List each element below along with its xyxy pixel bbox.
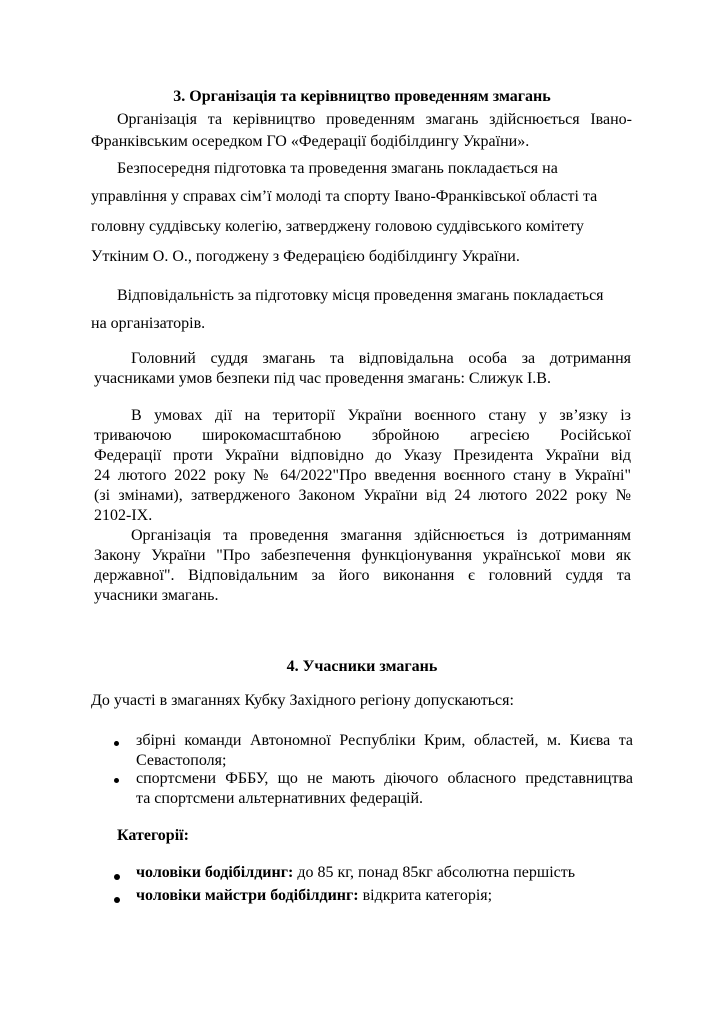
bullet-dot-icon [114,741,119,746]
section-3-paragraph-4-line-1: Головний суддя змагань та відповідальна особа за дотримання [131,350,631,367]
bullet-dot-icon [114,874,120,880]
section-3-paragraph-1-line-1: Організація та керівництво проведенням змагань здійснюється Івано- [117,111,632,128]
category-item-2-detail: відкрита категорія; [358,887,493,904]
participant-item-1-line-2: Севастополя; [136,752,227,769]
bullet-dot-icon [114,778,119,783]
section-3-paragraph-2-line-4: Уткіним О. О., погоджену з Федерацією бодібілдингу України. [91,248,520,265]
category-item-1-name: чоловіки бодібілдинг: [136,864,294,881]
section-3-paragraph-6-line-3: державної". Відповідальним за його виконання є головний суддя та [94,567,631,584]
section-4-intro: До участі в змаганнях Кубку Західного регіону допускаються: [91,692,514,709]
section-3-paragraph-5-line-4: 24 лютого 2022 року № 64/2022"Про введення воєнного стану в Україні" [94,467,631,484]
participant-item-2-line-1: спортсмени ФББУ, що не мають діючого обласного представництва [136,770,633,787]
category-item-2-name: чоловіки майстри бодібілдинг: [136,887,359,904]
section-3-paragraph-5-line-3: Федерації проти України відповідно до Указу Президента України від [94,447,631,464]
section-3-paragraph-1-line-2: Франківським осередком ГО «Федерації бодібілдингу України». [91,133,530,150]
section-3-paragraph-3-line-1: Відповідальність за підготовку місця проведення змагань покладається [117,287,604,304]
section-3-paragraph-5-line-1: В умовах дії на території України воєнного стану у зв’язку із [131,407,631,424]
section-3-paragraph-4-line-2: учасниками умов безпеки під час проведення змагань: Слижук І.В. [94,370,551,387]
section-3-title: 3. Організація та керівництво проведенням змагань [173,88,551,105]
section-3-paragraph-2-line-1: Безпосередня підготовка та проведення змагань покладається на [117,160,558,177]
category-item-1-detail: до 85 кг, понад 85кг абсолютна першість [293,864,576,881]
section-3-paragraph-2-line-3: головну суддівську колегію, затверджену головою суддівського комітету [91,218,584,235]
section-3-paragraph-2-line-2: управління у справах сім’ї молоді та спорту Івано-Франківської області та [91,188,598,205]
section-4-title: 4. Учасники змагань [286,658,438,675]
section-3-paragraph-5-line-2: триваючою широкомасштабною збройною агресією Російської [94,427,631,444]
participant-item-2-line-2: та спортсмени альтернативних федерацій. [136,790,424,807]
bullet-dot-icon [114,897,120,903]
section-3-paragraph-3-line-2: на організаторів. [91,315,206,332]
section-3-paragraph-6-line-2: Закону України "Про забезпечення функціонування української мови як [94,547,631,564]
participant-item-1-line-1: збірні команди Автономної Республіки Крим, областей, м. Києва та [136,732,633,749]
category-item-1 [136,864,575,882]
category-item-2 [136,887,492,905]
section-3-paragraph-5-line-6: 2102-IX. [94,507,153,524]
categories-title: Категорії: [117,827,189,844]
section-3-paragraph-5-line-5: (зі змінами), затвердженого Законом України від 24 лютого 2022 року № [94,487,631,504]
section-3-paragraph-6-line-4: учасники змагань. [94,587,219,604]
section-3-paragraph-6-line-1: Організація та проведення змагання здійснюється із дотриманням [131,527,631,544]
